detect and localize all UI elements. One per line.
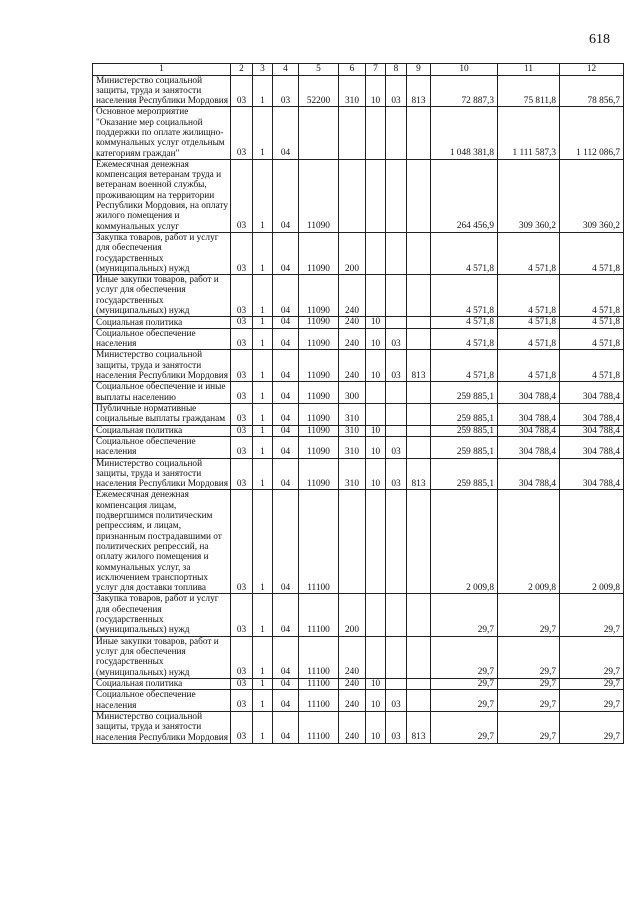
cell-col-6: 240 xyxy=(339,636,366,678)
row-name-cell: Публичные нормативные социальные выплаты гражданам xyxy=(93,403,231,425)
amount-cell-col-12: 304 788,4 xyxy=(560,425,624,437)
cell-col-8 xyxy=(386,317,407,329)
cell-col-2: 03 xyxy=(231,690,253,712)
amount-cell-col-10: 1 048 381,8 xyxy=(431,107,498,159)
cell-col-8 xyxy=(386,425,407,437)
cell-col-8 xyxy=(386,232,407,274)
amount-cell-col-11: 29,7 xyxy=(498,594,560,636)
table-row xyxy=(93,437,624,459)
cell-col-6: 310 xyxy=(339,403,366,425)
column-header: 6 xyxy=(339,64,366,76)
table-row xyxy=(93,232,624,274)
cell-col-9 xyxy=(407,594,431,636)
cell-col-6: 240 xyxy=(339,711,366,743)
cell-col-2: 03 xyxy=(231,425,253,437)
amount-cell-col-10: 259 885,1 xyxy=(431,425,498,437)
cell-col-4: 04 xyxy=(273,232,299,274)
amount-cell-col-10: 4 571,8 xyxy=(431,275,498,317)
cell-col-3: 1 xyxy=(253,232,273,274)
amount-cell-col-11: 4 571,8 xyxy=(498,328,560,350)
cell-col-2: 03 xyxy=(231,437,253,459)
cell-col-5: 11100 xyxy=(299,690,339,712)
cell-col-3: 1 xyxy=(253,107,273,159)
cell-col-2: 03 xyxy=(231,317,253,329)
cell-col-4: 04 xyxy=(273,711,299,743)
cell-col-6: 240 xyxy=(339,328,366,350)
cell-col-9 xyxy=(407,328,431,350)
amount-cell-col-12: 78 856,7 xyxy=(560,75,624,107)
amount-cell-col-11: 2 009,8 xyxy=(498,490,560,594)
cell-col-5: 11090 xyxy=(299,458,339,490)
cell-col-8: 03 xyxy=(386,75,407,107)
cell-col-5: 11090 xyxy=(299,159,339,232)
amount-cell-col-10: 29,7 xyxy=(431,636,498,678)
amount-cell-col-11: 309 360,2 xyxy=(498,159,560,232)
amount-cell-col-11: 4 571,8 xyxy=(498,350,560,382)
column-header: 11 xyxy=(498,64,560,76)
cell-col-6: 240 xyxy=(339,350,366,382)
cell-col-5: 11100 xyxy=(299,711,339,743)
cell-col-9: 813 xyxy=(407,458,431,490)
row-name-cell: Социальная политика xyxy=(93,425,231,437)
cell-col-2: 03 xyxy=(231,458,253,490)
cell-col-2: 03 xyxy=(231,350,253,382)
table-row xyxy=(93,317,624,329)
cell-col-4: 04 xyxy=(273,490,299,594)
cell-col-2: 03 xyxy=(231,678,253,690)
cell-col-8: 03 xyxy=(386,350,407,382)
amount-cell-col-12: 304 788,4 xyxy=(560,382,624,404)
cell-col-2: 03 xyxy=(231,275,253,317)
cell-col-3: 1 xyxy=(253,458,273,490)
amount-cell-col-11: 75 811,8 xyxy=(498,75,560,107)
row-name-cell: Министерство социальной защиты, труда и занятости населения Республики Мордовия xyxy=(93,711,231,743)
cell-col-7 xyxy=(366,159,386,232)
cell-col-9 xyxy=(407,159,431,232)
cell-col-3: 1 xyxy=(253,690,273,712)
page-number: 618 xyxy=(589,32,610,47)
row-name-cell: Иные закупки товаров, работ и услуг для обеспечения государственных (муниципальных) нужд xyxy=(93,636,231,678)
cell-col-3: 1 xyxy=(253,317,273,329)
column-header: 3 xyxy=(253,64,273,76)
amount-cell-col-10: 259 885,1 xyxy=(431,403,498,425)
table-row xyxy=(93,490,624,594)
cell-col-7 xyxy=(366,594,386,636)
cell-col-5: 11090 xyxy=(299,275,339,317)
column-header: 9 xyxy=(407,64,431,76)
table-header-row xyxy=(93,64,624,76)
amount-cell-col-12: 4 571,8 xyxy=(560,328,624,350)
cell-col-9 xyxy=(407,382,431,404)
amount-cell-col-10: 259 885,1 xyxy=(431,458,498,490)
cell-col-8: 03 xyxy=(386,711,407,743)
cell-col-5: 11090 xyxy=(299,403,339,425)
cell-col-2: 03 xyxy=(231,490,253,594)
cell-col-3: 1 xyxy=(253,159,273,232)
amount-cell-col-11: 304 788,4 xyxy=(498,425,560,437)
row-name-cell: Социальное обеспечение и иные выплаты населению xyxy=(93,382,231,404)
amount-cell-col-12: 29,7 xyxy=(560,690,624,712)
amount-cell-col-10: 72 887,3 xyxy=(431,75,498,107)
row-name-cell: Министерство социальной защиты, труда и занятости населения Республики Мордовия xyxy=(93,75,231,107)
cell-col-3: 1 xyxy=(253,328,273,350)
table-row xyxy=(93,403,624,425)
cell-col-9 xyxy=(407,317,431,329)
cell-col-6: 300 xyxy=(339,382,366,404)
table-row xyxy=(93,159,624,232)
cell-col-3: 1 xyxy=(253,350,273,382)
cell-col-6: 200 xyxy=(339,594,366,636)
cell-col-2: 03 xyxy=(231,636,253,678)
cell-col-3: 1 xyxy=(253,425,273,437)
amount-cell-col-10: 4 571,8 xyxy=(431,232,498,274)
cell-col-3: 1 xyxy=(253,490,273,594)
cell-col-9: 813 xyxy=(407,75,431,107)
table-row xyxy=(93,275,624,317)
cell-col-7 xyxy=(366,403,386,425)
amount-cell-col-10: 259 885,1 xyxy=(431,437,498,459)
amount-cell-col-12: 304 788,4 xyxy=(560,458,624,490)
cell-col-5: 11100 xyxy=(299,678,339,690)
amount-cell-col-12: 29,7 xyxy=(560,594,624,636)
amount-cell-col-12: 29,7 xyxy=(560,636,624,678)
cell-col-7: 10 xyxy=(366,458,386,490)
table-body xyxy=(93,75,624,743)
cell-col-4: 04 xyxy=(273,328,299,350)
column-header: 8 xyxy=(386,64,407,76)
cell-col-7 xyxy=(366,382,386,404)
row-name-cell: Закупка товаров, работ и услуг для обеспечения государственных (муниципальных) нужд xyxy=(93,232,231,274)
table-row xyxy=(93,382,624,404)
amount-cell-col-12: 309 360,2 xyxy=(560,159,624,232)
cell-col-7: 10 xyxy=(366,437,386,459)
cell-col-5: 11090 xyxy=(299,425,339,437)
cell-col-8 xyxy=(386,678,407,690)
amount-cell-col-12: 4 571,8 xyxy=(560,232,624,274)
cell-col-2: 03 xyxy=(231,328,253,350)
amount-cell-col-10: 29,7 xyxy=(431,690,498,712)
column-header: 5 xyxy=(299,64,339,76)
cell-col-4: 04 xyxy=(273,107,299,159)
cell-col-3: 1 xyxy=(253,403,273,425)
cell-col-6: 240 xyxy=(339,317,366,329)
table-row xyxy=(93,678,624,690)
cell-col-5 xyxy=(299,107,339,159)
cell-col-6 xyxy=(339,490,366,594)
row-name-cell: Социальное обеспечение населения xyxy=(93,437,231,459)
cell-col-4: 04 xyxy=(273,437,299,459)
cell-col-9: 813 xyxy=(407,350,431,382)
cell-col-9 xyxy=(407,425,431,437)
cell-col-9 xyxy=(407,232,431,274)
amount-cell-col-11: 304 788,4 xyxy=(498,458,560,490)
amount-cell-col-12: 1 112 086,7 xyxy=(560,107,624,159)
cell-col-2: 03 xyxy=(231,159,253,232)
cell-col-2: 03 xyxy=(231,403,253,425)
cell-col-5: 11090 xyxy=(299,437,339,459)
cell-col-2: 03 xyxy=(231,75,253,107)
row-name-cell: Социальное обеспечение населения xyxy=(93,690,231,712)
cell-col-3: 1 xyxy=(253,382,273,404)
cell-col-7: 10 xyxy=(366,690,386,712)
cell-col-6: 240 xyxy=(339,275,366,317)
cell-col-9 xyxy=(407,636,431,678)
table-row xyxy=(93,350,624,382)
amount-cell-col-11: 304 788,4 xyxy=(498,437,560,459)
row-name-cell: Социальное обеспечение населения xyxy=(93,328,231,350)
cell-col-5: 11100 xyxy=(299,490,339,594)
amount-cell-col-11: 304 788,4 xyxy=(498,403,560,425)
cell-col-4: 03 xyxy=(273,75,299,107)
amount-cell-col-10: 4 571,8 xyxy=(431,328,498,350)
cell-col-4: 04 xyxy=(273,594,299,636)
cell-col-2: 03 xyxy=(231,382,253,404)
cell-col-5: 11100 xyxy=(299,636,339,678)
amount-cell-col-11: 29,7 xyxy=(498,690,560,712)
amount-cell-col-11: 304 788,4 xyxy=(498,382,560,404)
amount-cell-col-11: 29,7 xyxy=(498,636,560,678)
cell-col-8 xyxy=(386,159,407,232)
cell-col-2: 03 xyxy=(231,594,253,636)
amount-cell-col-12: 29,7 xyxy=(560,711,624,743)
cell-col-6: 310 xyxy=(339,75,366,107)
cell-col-7: 10 xyxy=(366,711,386,743)
cell-col-4: 04 xyxy=(273,678,299,690)
cell-col-7: 10 xyxy=(366,75,386,107)
cell-col-4: 04 xyxy=(273,159,299,232)
cell-col-8 xyxy=(386,636,407,678)
cell-col-3: 1 xyxy=(253,711,273,743)
cell-col-4: 04 xyxy=(273,425,299,437)
cell-col-2: 03 xyxy=(231,711,253,743)
cell-col-8 xyxy=(386,403,407,425)
row-name-cell: Социальная политика xyxy=(93,317,231,329)
table-row xyxy=(93,711,624,743)
amount-cell-col-11: 1 111 587,3 xyxy=(498,107,560,159)
cell-col-9 xyxy=(407,275,431,317)
cell-col-9 xyxy=(407,107,431,159)
cell-col-8: 03 xyxy=(386,690,407,712)
cell-col-7 xyxy=(366,490,386,594)
row-name-cell: Ежемесячная денежная компенсация ветеранам труда и ветеранам военной службы, проживающим на территории Республики Мордовия, на оплату жилого помещения и коммунальных услуг xyxy=(93,159,231,232)
cell-col-8: 03 xyxy=(386,328,407,350)
cell-col-7: 10 xyxy=(366,350,386,382)
cell-col-9 xyxy=(407,678,431,690)
cell-col-6: 240 xyxy=(339,690,366,712)
cell-col-9 xyxy=(407,403,431,425)
amount-cell-col-12: 2 009,8 xyxy=(560,490,624,594)
cell-col-3: 1 xyxy=(253,594,273,636)
cell-col-8 xyxy=(386,490,407,594)
cell-col-8 xyxy=(386,275,407,317)
row-name-cell: Ежемесячная денежная компенсация лицам, подвергшимся политическим репрессиям, и лицам, признанным пострадавшими от политических репрессий, на оплату жилого помещения и коммунальных услуг, за исключением транспортных услуг для доставки топлива xyxy=(93,490,231,594)
cell-col-8 xyxy=(386,594,407,636)
column-header: 1 xyxy=(93,64,231,76)
cell-col-6: 310 xyxy=(339,425,366,437)
amount-cell-col-10: 259 885,1 xyxy=(431,382,498,404)
table-row xyxy=(93,107,624,159)
cell-col-7: 10 xyxy=(366,317,386,329)
cell-col-3: 1 xyxy=(253,678,273,690)
amount-cell-col-12: 4 571,8 xyxy=(560,317,624,329)
cell-col-4: 04 xyxy=(273,317,299,329)
amount-cell-col-10: 29,7 xyxy=(431,678,498,690)
cell-col-9 xyxy=(407,490,431,594)
cell-col-3: 1 xyxy=(253,75,273,107)
amount-cell-col-12: 304 788,4 xyxy=(560,437,624,459)
amount-cell-col-11: 4 571,8 xyxy=(498,317,560,329)
cell-col-7: 10 xyxy=(366,425,386,437)
cell-col-6: 240 xyxy=(339,678,366,690)
cell-col-6: 310 xyxy=(339,437,366,459)
table-row xyxy=(93,690,624,712)
column-header: 2 xyxy=(231,64,253,76)
cell-col-6: 310 xyxy=(339,458,366,490)
cell-col-7: 10 xyxy=(366,328,386,350)
cell-col-4: 04 xyxy=(273,690,299,712)
amount-cell-col-10: 264 456,9 xyxy=(431,159,498,232)
cell-col-8: 03 xyxy=(386,458,407,490)
table-row xyxy=(93,636,624,678)
cell-col-5: 11090 xyxy=(299,328,339,350)
row-name-cell: Иные закупки товаров, работ и услуг для обеспечения государственных (муниципальных) нужд xyxy=(93,275,231,317)
cell-col-4: 04 xyxy=(273,636,299,678)
amount-cell-col-11: 29,7 xyxy=(498,678,560,690)
cell-col-4: 04 xyxy=(273,458,299,490)
cell-col-7 xyxy=(366,232,386,274)
cell-col-5: 11100 xyxy=(299,594,339,636)
row-name-cell: Закупка товаров, работ и услуг для обеспечения государственных (муниципальных) нужд xyxy=(93,594,231,636)
cell-col-6: 200 xyxy=(339,232,366,274)
cell-col-5: 11090 xyxy=(299,317,339,329)
amount-cell-col-10: 29,7 xyxy=(431,711,498,743)
table-row xyxy=(93,458,624,490)
table-row xyxy=(93,328,624,350)
column-header: 12 xyxy=(560,64,624,76)
cell-col-9: 813 xyxy=(407,711,431,743)
cell-col-6 xyxy=(339,107,366,159)
column-header: 10 xyxy=(431,64,498,76)
cell-col-8 xyxy=(386,382,407,404)
amount-cell-col-10: 4 571,8 xyxy=(431,317,498,329)
cell-col-8: 03 xyxy=(386,437,407,459)
cell-col-5: 11090 xyxy=(299,232,339,274)
cell-col-4: 04 xyxy=(273,403,299,425)
table-row xyxy=(93,75,624,107)
cell-col-7 xyxy=(366,636,386,678)
cell-col-3: 1 xyxy=(253,275,273,317)
cell-col-3: 1 xyxy=(253,636,273,678)
amount-cell-col-12: 29,7 xyxy=(560,678,624,690)
cell-col-8 xyxy=(386,107,407,159)
cell-col-5: 52200 xyxy=(299,75,339,107)
amount-cell-col-11: 4 571,8 xyxy=(498,232,560,274)
cell-col-5: 11090 xyxy=(299,382,339,404)
amount-cell-col-11: 4 571,8 xyxy=(498,275,560,317)
column-header: 7 xyxy=(366,64,386,76)
cell-col-7 xyxy=(366,275,386,317)
cell-col-4: 04 xyxy=(273,275,299,317)
amount-cell-col-12: 4 571,8 xyxy=(560,350,624,382)
table-row xyxy=(93,594,624,636)
amount-cell-col-10: 2 009,8 xyxy=(431,490,498,594)
cell-col-9 xyxy=(407,437,431,459)
column-header: 4 xyxy=(273,64,299,76)
amount-cell-col-10: 4 571,8 xyxy=(431,350,498,382)
row-name-cell: Социальная политика xyxy=(93,678,231,690)
amount-cell-col-12: 304 788,4 xyxy=(560,403,624,425)
cell-col-4: 04 xyxy=(273,382,299,404)
cell-col-7: 10 xyxy=(366,678,386,690)
amount-cell-col-12: 4 571,8 xyxy=(560,275,624,317)
cell-col-6 xyxy=(339,159,366,232)
amount-cell-col-10: 29,7 xyxy=(431,594,498,636)
table-row xyxy=(93,425,624,437)
cell-col-5: 11090 xyxy=(299,350,339,382)
row-name-cell: Министерство социальной защиты, труда и занятости населения Республики Мордовия xyxy=(93,458,231,490)
cell-col-9 xyxy=(407,690,431,712)
row-name-cell: Основное мероприятие "Оказание мер социальной поддержки по оплате жилищно-коммунальных услуг отдельным категориям граждан" xyxy=(93,107,231,159)
cell-col-2: 03 xyxy=(231,232,253,274)
cell-col-2: 03 xyxy=(231,107,253,159)
cell-col-4: 04 xyxy=(273,350,299,382)
amount-cell-col-11: 29,7 xyxy=(498,711,560,743)
row-name-cell: Министерство социальной защиты, труда и занятости населения Республики Мордовия xyxy=(93,350,231,382)
cell-col-3: 1 xyxy=(253,437,273,459)
cell-col-7 xyxy=(366,107,386,159)
budget-table xyxy=(92,63,624,744)
